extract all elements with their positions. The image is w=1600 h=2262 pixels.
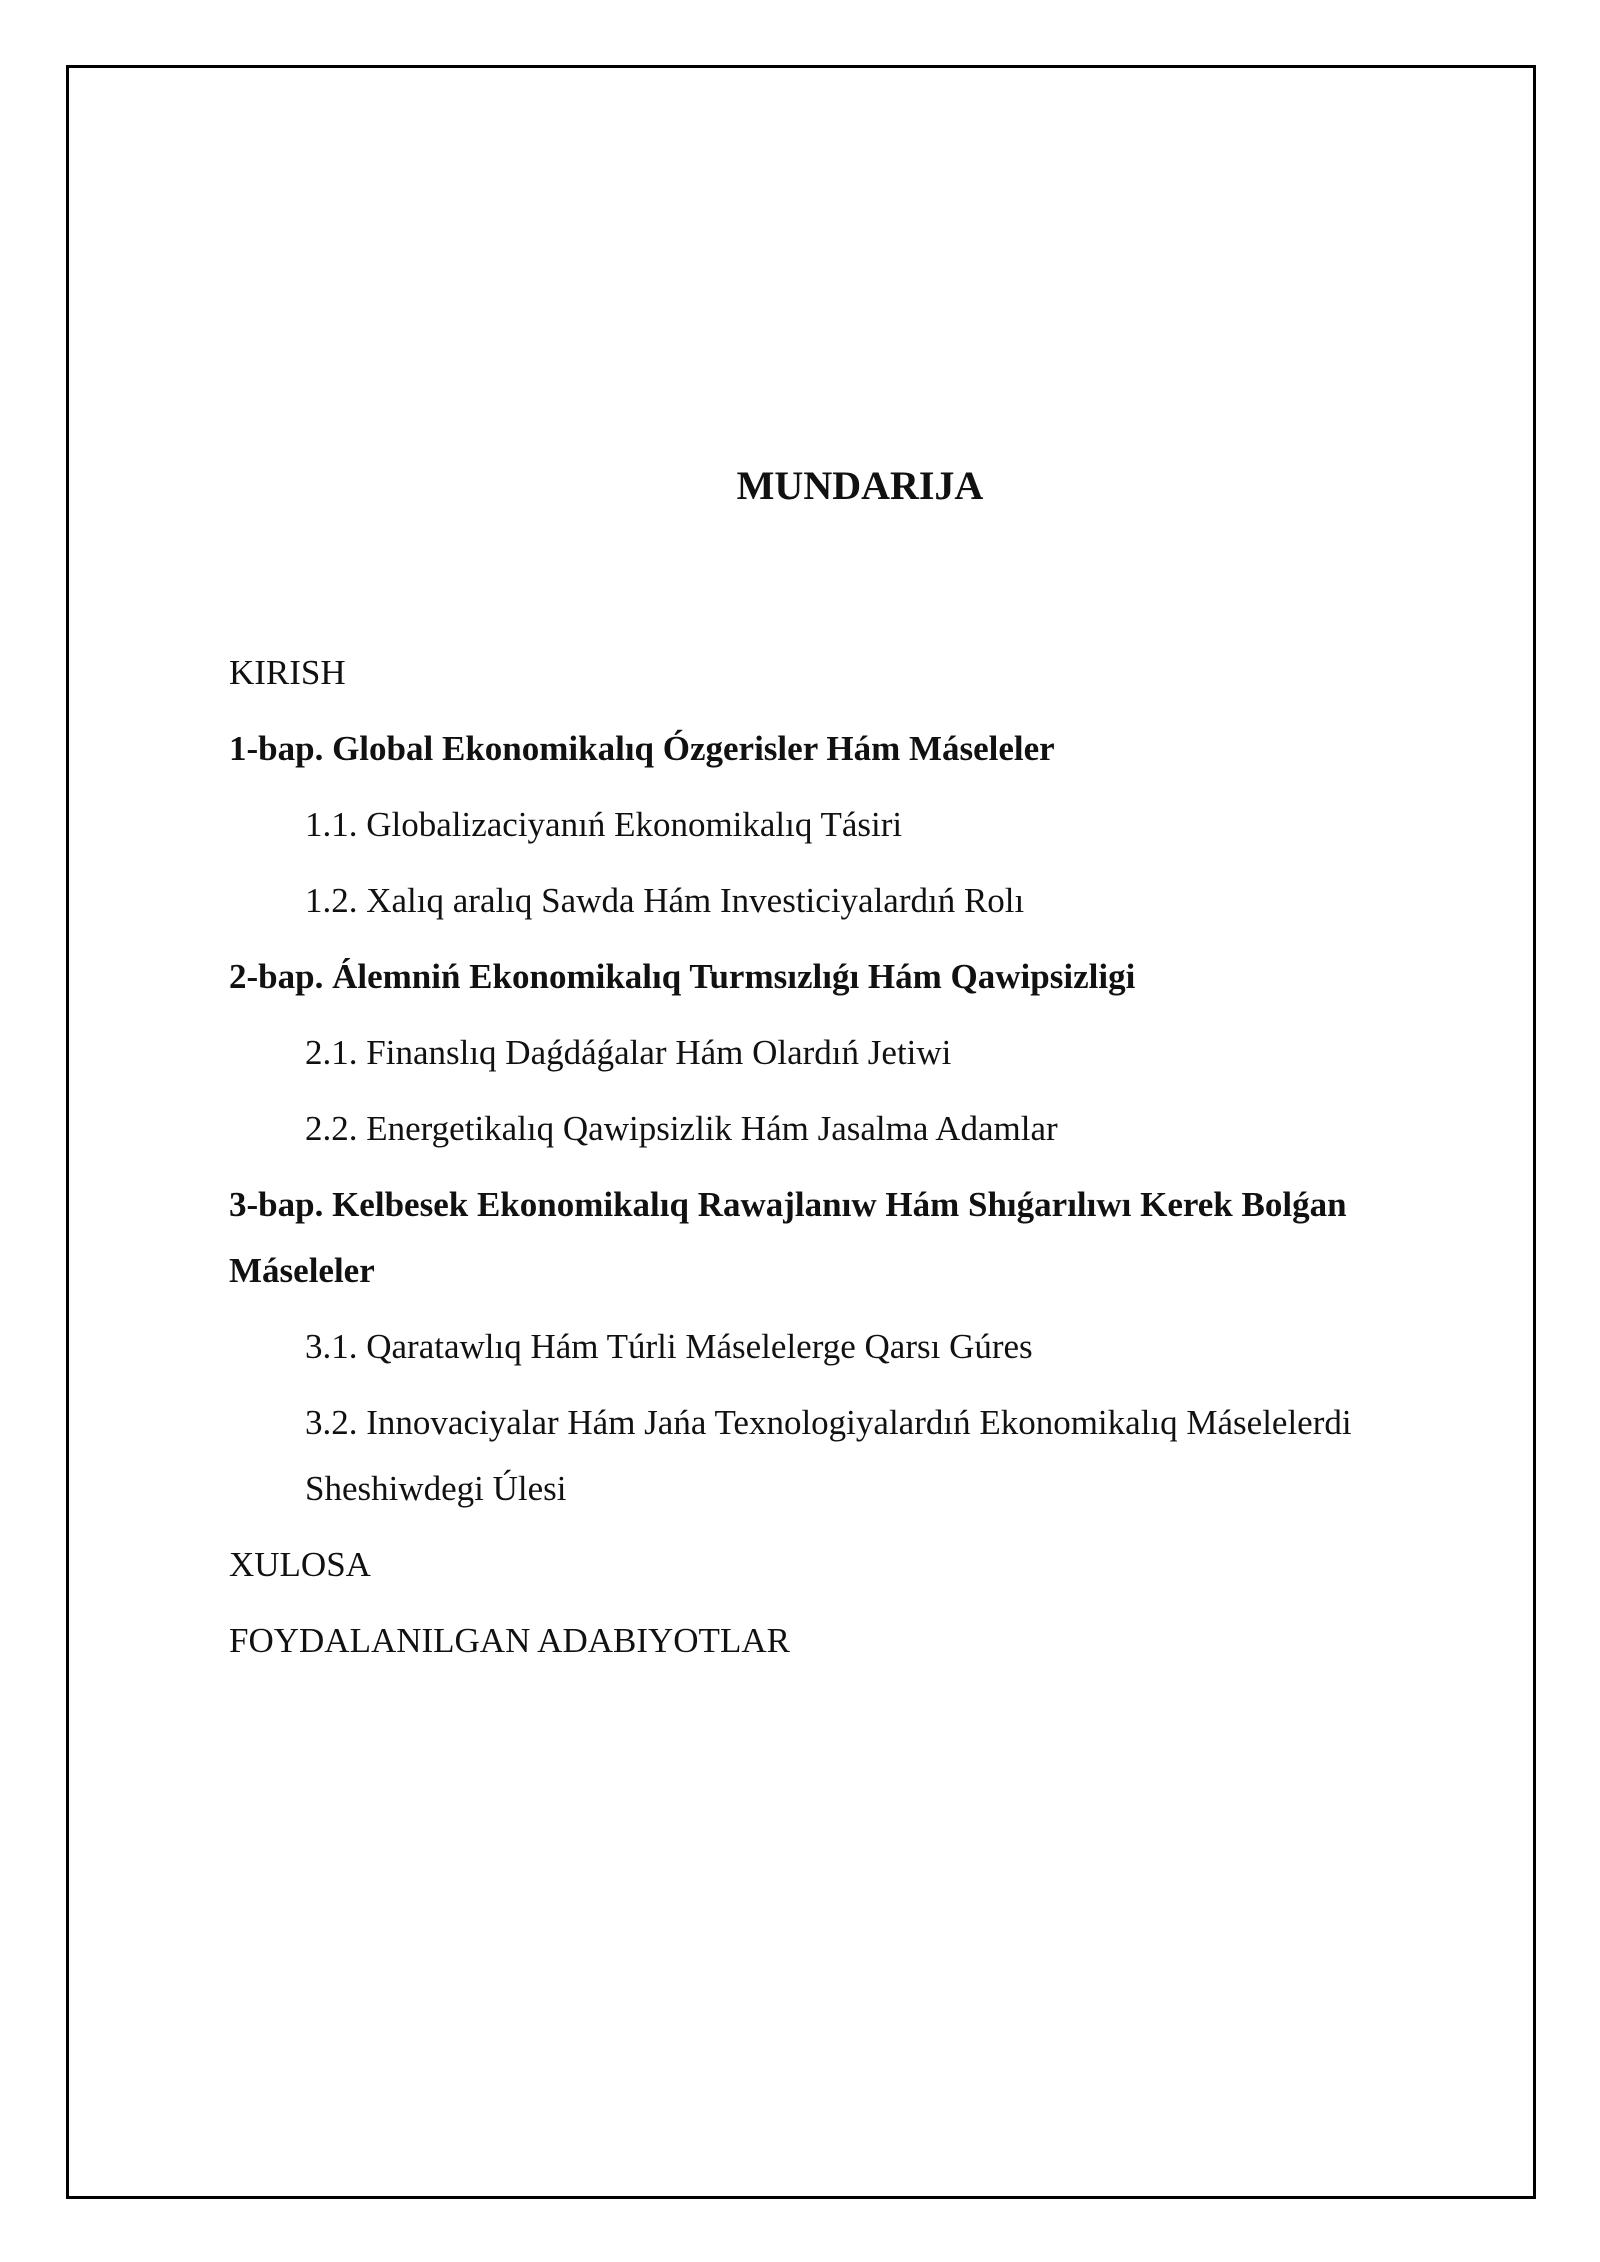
toc-section-3-2: 3.2. Innovaciyalar Hám Jańa Texnologiyalardıń Ekonomikalıq Máselelerdi Sheshiwdegi Úlesi [305,1403,1352,1508]
toc-section-3-1: 3.1. Qaratawlıq Hám Túrli Máselelerge Qarsı Gúres [305,1327,1033,1366]
toc-section-2-1: 2.1. Finanslıq Daǵdáǵalar Hám Olardıń Jetiwi [305,1033,952,1072]
toc-entry-introduction: KIRISH [229,653,346,692]
table-of-contents [229,640,1449,1684]
toc-section-2-2: 2.2. Energetikalıq Qawipsizlik Hám Jasalma Adamlar [305,1109,1058,1148]
toc-title: MUNDARIJA [736,463,984,508]
toc-chapter-2: 2-bap. Álemniń Ekonomikalıq Turmsızlıǵı Hám Qawipsizligi [229,957,1136,996]
toc-section-1-2: 1.2. Xalıq aralıq Sawda Hám Investiciyalardıń Rolı [305,881,1025,920]
toc-entry-conclusion: XULOSA [229,1545,371,1584]
toc-chapter-3: 3-bap. Kelbesek Ekonomikalıq Rawajlanıw Hám Shıǵarılıwı Kerek Bolǵan Máseleler [229,1185,1347,1290]
toc-chapter-1: 1-bap. Global Ekonomikalıq Ózgerisler Hám Máseleler [229,729,1055,768]
toc-section-1-1: 1.1. Globalizaciyanıń Ekonomikalıq Tásiri [305,805,903,844]
toc-entry-references: FOYDALANILGAN ADABIYOTLAR [229,1621,790,1660]
